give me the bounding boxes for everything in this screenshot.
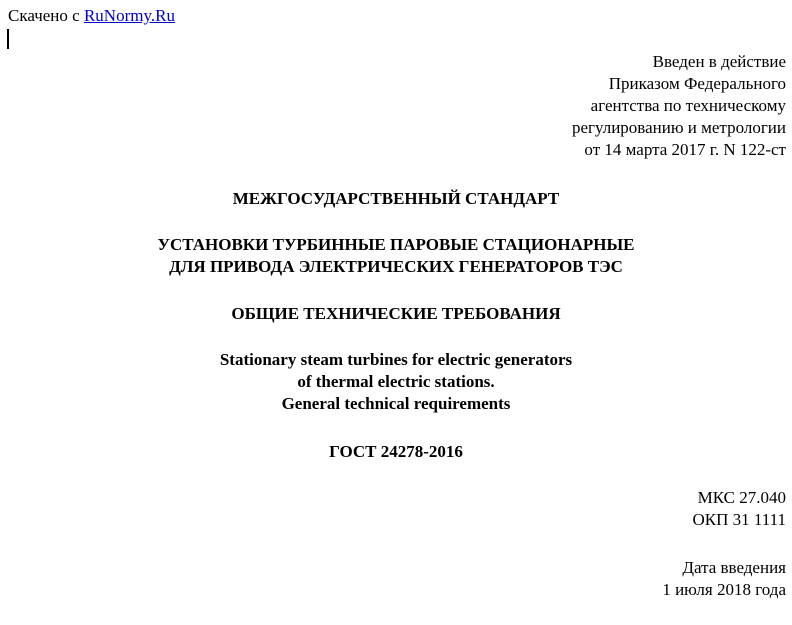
- document-subtitle: [0, 303, 792, 325]
- english-title-line: of thermal electric stations.: [297, 372, 495, 391]
- source-line: [8, 5, 175, 27]
- standard-type: [0, 188, 792, 210]
- title-line: УСТАНОВКИ ТУРБИННЫЕ ПАРОВЫЕ СТАЦИОНАРНЫЕ: [157, 235, 635, 254]
- mks-code: МКС 27.040: [697, 488, 786, 507]
- standard-type-text: МЕЖГОСУДАРСТВЕННЫЙ СТАНДАРТ: [232, 189, 560, 208]
- approval-line: Введен в действие: [652, 52, 786, 71]
- document-title: [0, 234, 792, 278]
- intro-date-label: Дата введения: [682, 558, 786, 577]
- subtitle-text: ОБЩИЕ ТЕХНИЧЕСКИЕ ТРЕБОВАНИЯ: [231, 304, 561, 323]
- approval-line: агентства по техническому: [590, 96, 786, 115]
- okp-code: ОКП 31 1111: [692, 510, 786, 529]
- source-prefix: Скачено с: [8, 6, 84, 25]
- english-title: [0, 349, 792, 415]
- approval-line: регулированию и метрологии: [571, 118, 786, 137]
- introduction-date: [662, 557, 786, 601]
- title-line: ДЛЯ ПРИВОДА ЭЛЕКТРИЧЕСКИХ ГЕНЕРАТОРОВ ТЭС: [169, 257, 623, 276]
- approval-line: от 14 марта 2017 г. N 122-ст: [584, 140, 786, 159]
- gost-number: [0, 441, 792, 463]
- approval-line: Приказом Федерального: [608, 74, 786, 93]
- gost-number-text: ГОСТ 24278-2016: [329, 442, 463, 461]
- intro-date-value: 1 июля 2018 года: [662, 580, 786, 599]
- text-cursor: [7, 29, 9, 49]
- english-title-line: General technical requirements: [281, 394, 511, 413]
- classification-codes: [693, 487, 787, 531]
- source-link[interactable]: RuNormy.Ru: [83, 6, 175, 25]
- english-title-line: Stationary steam turbines for electric generators: [219, 350, 573, 369]
- approval-block: [572, 51, 786, 161]
